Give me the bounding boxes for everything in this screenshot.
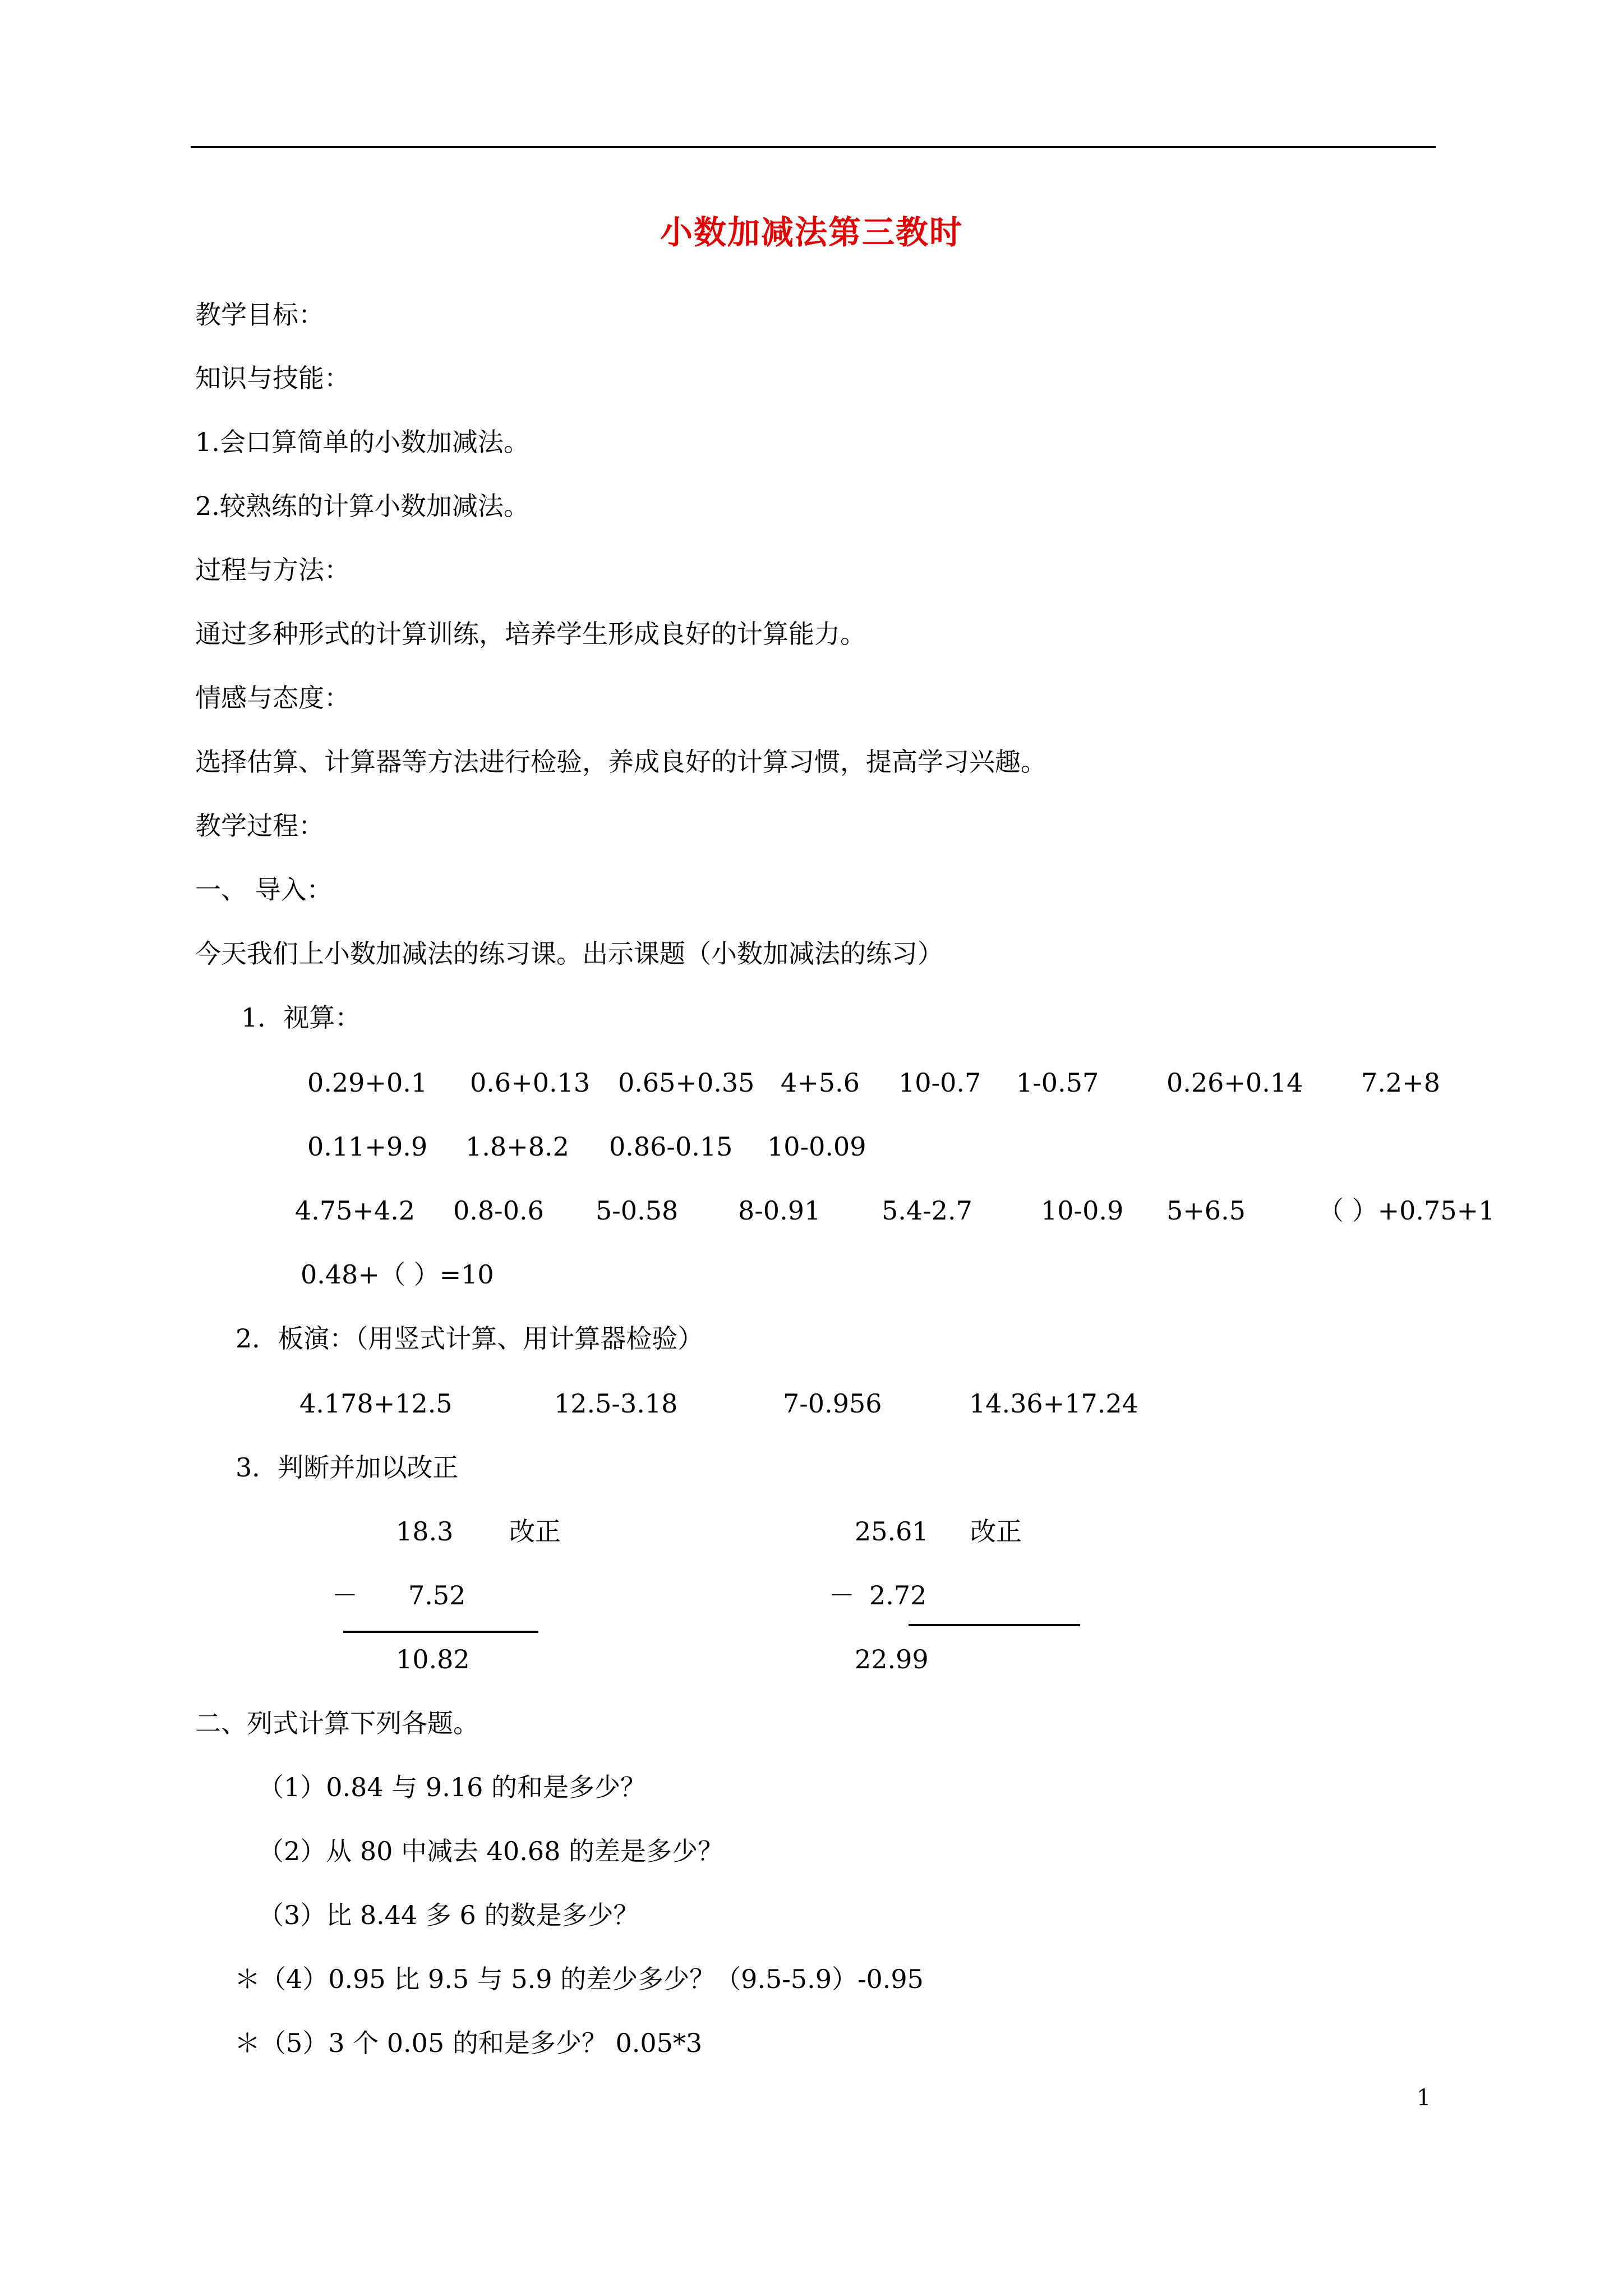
emotion-text: 选择估算、计算器等方法进行检验，养成良好的计算习惯，提高学习兴趣。: [195, 747, 1046, 777]
vertical-right-result: 22.99: [855, 1644, 929, 1674]
section-1-heading: 一、 导入：: [195, 875, 333, 905]
mental-math-item: 0.11+9.9: [307, 1131, 428, 1162]
mental-math-item: 0.86-0.15: [609, 1131, 733, 1162]
item-2-heading: 2．板演：（用竖式计算、用计算器检验）: [236, 1323, 704, 1354]
board-exercise-item: 7-0.956: [783, 1388, 882, 1419]
vertical-left-rule: [343, 1631, 538, 1633]
question-item: （2）从 80 中减去 40.68 的差是多少？: [258, 1836, 723, 1866]
item-1-heading: 1．视算：: [241, 1002, 361, 1033]
document-title: 小数加减法第三教时: [660, 213, 963, 251]
process-method-heading: 过程与方法：: [195, 555, 350, 585]
vertical-right-correction-label: 改正: [970, 1516, 1022, 1547]
header-rule: [191, 146, 1436, 148]
question-item: ＊（4）0.95 比 9.5 与 5.9 的差少多少？（9.5-5.9）-0.95: [234, 1964, 924, 1994]
board-exercise-item: 12.5-3.18: [554, 1388, 678, 1419]
vertical-left-minus-sign: －: [332, 1580, 358, 1611]
mental-math-item: 5+6.5: [1166, 1195, 1246, 1226]
mental-math-item: （ ）+0.75+1: [1318, 1195, 1495, 1226]
mental-math-item: 4.75+4.2: [295, 1195, 416, 1226]
vertical-right-rule: [909, 1624, 1080, 1626]
knowledge-heading: 知识与技能：: [195, 363, 350, 393]
mental-math-item: 7.2+8: [1361, 1068, 1440, 1098]
objectives-heading: 教学目标：: [195, 300, 324, 330]
question-item: （1）0.84 与 9.16 的和是多少？: [258, 1772, 646, 1802]
item-3-heading: 3．判断并加以改正: [236, 1452, 459, 1483]
mental-math-item: 1.8+8.2: [465, 1131, 569, 1162]
mental-math-item: 10-0.9: [1041, 1195, 1124, 1226]
vertical-left-subtrahend: 7.52: [408, 1580, 466, 1611]
knowledge-item-1: 1.会口算简单的小数加减法。: [195, 427, 529, 457]
mental-math-item: 1-0.57: [1016, 1068, 1099, 1098]
section-2-heading: 二、列式计算下列各题。: [195, 1708, 479, 1738]
vertical-left-correction-label: 改正: [509, 1516, 561, 1547]
mental-math-item: 5.4-2.7: [882, 1195, 972, 1226]
mental-math-item: 5-0.58: [596, 1195, 679, 1226]
mental-math-item: 0.48+（ ）=10: [301, 1259, 494, 1290]
mental-math-item: 0.6+0.13: [470, 1068, 591, 1098]
board-exercise-item: 14.36+17.24: [969, 1388, 1138, 1419]
emotion-heading: 情感与态度：: [195, 683, 350, 713]
process-method-text: 通过多种形式的计算训练，培养学生形成良好的计算能力。: [195, 619, 866, 649]
mental-math-item: 0.65+0.35: [618, 1068, 755, 1098]
mental-math-item: 10-0.09: [767, 1131, 866, 1162]
vertical-right-minus-sign: －: [829, 1580, 855, 1611]
question-item: （3）比 8.44 多 6 的数是多少？: [258, 1900, 639, 1930]
knowledge-item-2: 2.较熟练的计算小数加减法。: [195, 491, 529, 521]
vertical-right-subtrahend: 2.72: [869, 1580, 927, 1611]
vertical-right-top: 25.61: [855, 1516, 929, 1547]
mental-math-item: 0.29+0.1: [307, 1068, 428, 1098]
intro-text: 今天我们上小数加减法的练习课。出示课题（小数加减法的练习）: [195, 938, 943, 969]
mental-math-item: 10-0.7: [898, 1068, 981, 1098]
page-number: 1: [1417, 2085, 1431, 2111]
teaching-process-heading: 教学过程：: [195, 811, 324, 841]
vertical-left-top: 18.3: [396, 1516, 454, 1547]
question-item: ＊（5）3 个 0.05 的和是多少？ 0.05*3: [234, 2028, 703, 2058]
board-exercise-item: 4.178+12.5: [299, 1388, 453, 1419]
mental-math-item: 4+5.6: [781, 1068, 860, 1098]
vertical-left-result: 10.82: [396, 1644, 470, 1674]
mental-math-item: 0.8-0.6: [453, 1195, 544, 1226]
mental-math-item: 8-0.91: [738, 1195, 821, 1226]
mental-math-item: 0.26+0.14: [1166, 1068, 1303, 1098]
